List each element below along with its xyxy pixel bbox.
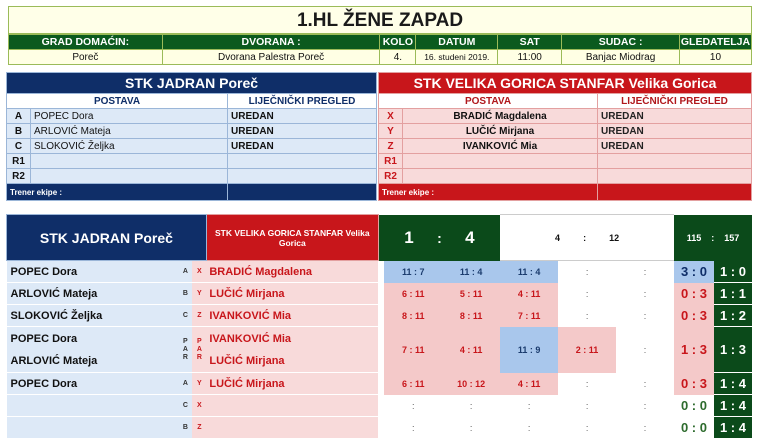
away-col-pregled: LIJEČNIČKI PREGLED <box>598 94 752 109</box>
running-score: 1 : 4 <box>714 395 752 417</box>
game-result: 1 : 3 <box>674 327 714 373</box>
set-score: 11 : 4 <box>500 261 558 283</box>
set-score: : <box>558 261 616 283</box>
pair-label-away: P A R <box>192 327 206 373</box>
away-player <box>403 154 598 169</box>
info-header-time: SAT <box>498 35 562 50</box>
home-player: SLOKOVIĆ Željka <box>31 139 228 154</box>
away-medical <box>598 154 752 169</box>
set-score: : <box>616 373 674 395</box>
sets-separator: : <box>583 232 587 243</box>
away-letter: X <box>379 109 403 124</box>
game-home-player: POPEC Dora <box>10 332 78 345</box>
home-medical <box>228 169 377 184</box>
away-medical: UREDAN <box>598 139 752 154</box>
set-score: 10 : 12 <box>442 373 500 395</box>
game-result: 0 : 0 <box>674 417 714 439</box>
game-home-letter: C <box>178 395 192 417</box>
home-player: ARLOVIĆ Mateja <box>31 124 228 139</box>
game-away-player: LUČIĆ Mirjana <box>206 373 378 395</box>
set-score: 4 : 11 <box>500 283 558 305</box>
away-letter: R1 <box>379 154 403 169</box>
game-away-player <box>206 417 378 439</box>
info-header-hall: DVORANA : <box>162 35 380 50</box>
set-score: : <box>558 283 616 305</box>
game-away-player: BRADIĆ Magdalena <box>206 261 378 283</box>
away-team-name: STK VELIKA GORICA STANFAR Velika Gorica <box>379 73 752 94</box>
set-score: : <box>500 417 558 439</box>
set-score: : <box>500 395 558 417</box>
away-player <box>403 169 598 184</box>
set-score: : <box>384 417 442 439</box>
set-score: 5 : 11 <box>442 283 500 305</box>
points-home: 115 <box>686 232 702 243</box>
game-home-player <box>7 395 179 417</box>
game-row <box>7 261 753 283</box>
running-score: 1 : 4 <box>714 373 752 395</box>
game-row <box>7 373 753 395</box>
away-coach-label: Trener ekipe : <box>379 184 598 201</box>
home-medical: UREDAN <box>228 139 377 154</box>
info-header-referee: SUDAC : <box>562 35 680 50</box>
set-score: : <box>442 395 500 417</box>
set-score: 8 : 11 <box>442 305 500 327</box>
home-letter: R1 <box>7 154 31 169</box>
home-coach-label: Trener ekipe : <box>7 184 228 201</box>
away-player: IVANKOVIĆ Mia <box>403 139 598 154</box>
home-lineup-table <box>6 72 377 201</box>
info-hall: Dvorana Palestra Poreč <box>162 50 380 65</box>
game-away-letter: Y <box>192 283 206 305</box>
info-header-round: KOLO <box>380 35 416 50</box>
game-home-player-2: ARLOVIĆ Mateja <box>10 354 98 367</box>
game-home-player: POPEC Dora <box>7 261 179 283</box>
game-result: 0 : 3 <box>674 373 714 395</box>
match-score-home: 1 <box>404 227 414 247</box>
info-city: Poreč <box>9 50 163 65</box>
game-result: 0 : 3 <box>674 305 714 327</box>
away-medical <box>598 169 752 184</box>
away-lineup-row <box>379 109 752 124</box>
away-lineup-row <box>379 139 752 154</box>
game-home-letter: A <box>178 373 192 395</box>
set-score: : <box>616 327 674 373</box>
game-row <box>7 417 753 439</box>
away-lineup-row <box>379 124 752 139</box>
game-away-letter: Z <box>192 417 206 439</box>
home-letter: A <box>7 109 31 124</box>
game-row <box>7 395 753 417</box>
game-home-player: ARLOVIĆ Mateja <box>7 283 179 305</box>
set-score: 4 : 11 <box>500 373 558 395</box>
set-score: 6 : 11 <box>384 373 442 395</box>
info-date: 16. studeni 2019. <box>416 50 498 65</box>
away-letter: Y <box>379 124 403 139</box>
info-spectators: 10 <box>679 50 751 65</box>
home-lineup-row <box>7 154 377 169</box>
set-score: 11 : 7 <box>384 261 442 283</box>
home-col-postava: POSTAVA <box>7 94 228 109</box>
set-score: 11 : 9 <box>500 327 558 373</box>
set-score: 11 : 4 <box>442 261 500 283</box>
running-score: 1 : 3 <box>714 327 752 373</box>
home-medical: UREDAN <box>228 124 377 139</box>
game-home-letter: C <box>178 305 192 327</box>
set-score: 4 : 11 <box>442 327 500 373</box>
game-result: 3 : 0 <box>674 261 714 283</box>
home-lineup-row <box>7 109 377 124</box>
pair-label-home: P A R <box>178 327 192 373</box>
page-title: 1.HL ŽENE ZAPAD <box>8 6 752 34</box>
match-away-name: STK VELIKA GORICA STANFAR Velika Gorica <box>206 215 378 261</box>
game-row <box>7 283 753 305</box>
points-separator: : <box>711 232 715 243</box>
set-score: : <box>616 261 674 283</box>
away-letter: R2 <box>379 169 403 184</box>
match-home-name: STK JADRAN Poreč <box>7 215 207 261</box>
running-score: 1 : 2 <box>714 305 752 327</box>
away-lineup-row <box>379 154 752 169</box>
game-row <box>7 305 753 327</box>
running-score: 1 : 4 <box>714 417 752 439</box>
game-away-letter: X <box>192 261 206 283</box>
away-col-postava: POSTAVA <box>379 94 598 109</box>
home-letter: B <box>7 124 31 139</box>
game-row-doubles <box>7 327 753 373</box>
away-coach-value <box>598 184 752 201</box>
game-away-letter: Z <box>192 305 206 327</box>
home-player: POPEC Dora <box>31 109 228 124</box>
home-medical <box>228 154 377 169</box>
set-score: : <box>558 373 616 395</box>
set-score: : <box>442 417 500 439</box>
match-score <box>378 215 500 261</box>
game-away-pair <box>206 327 378 373</box>
game-away-player <box>206 395 378 417</box>
info-referee: Banjac Miodrag <box>562 50 680 65</box>
game-away-letter: Y <box>192 373 206 395</box>
game-home-player: POPEC Dora <box>7 373 179 395</box>
away-lineup-row <box>379 169 752 184</box>
home-team-name: STK JADRAN Poreč <box>7 73 377 94</box>
away-letter: Z <box>379 139 403 154</box>
info-header-date: DATUM <box>416 35 498 50</box>
set-score: : <box>616 417 674 439</box>
away-player: LUČIĆ Mirjana <box>403 124 598 139</box>
home-letter: C <box>7 139 31 154</box>
game-home-letter: B <box>178 283 192 305</box>
game-away-player-2: LUČIĆ Mirjana <box>209 354 285 367</box>
set-score: : <box>616 283 674 305</box>
game-away-letter: X <box>192 395 206 417</box>
set-score: 6 : 11 <box>384 283 442 305</box>
home-player <box>31 154 228 169</box>
game-home-letter: A <box>178 261 192 283</box>
set-score: 7 : 11 <box>384 327 442 373</box>
set-score: 8 : 11 <box>384 305 442 327</box>
home-player <box>31 169 228 184</box>
match-score-away: 4 <box>465 227 475 247</box>
set-score: : <box>558 305 616 327</box>
home-lineup-row <box>7 139 377 154</box>
running-score: 1 : 1 <box>714 283 752 305</box>
home-lineup-row <box>7 124 377 139</box>
away-lineup-table <box>378 72 752 201</box>
set-score: : <box>558 395 616 417</box>
game-home-player: SLOKOVIĆ Željka <box>7 305 179 327</box>
set-score: 7 : 11 <box>500 305 558 327</box>
set-score: : <box>616 395 674 417</box>
game-away-player: LUČIĆ Mirjana <box>206 283 378 305</box>
home-col-pregled: LIJEČNIČKI PREGLED <box>228 94 377 109</box>
match-sets-total <box>500 215 674 261</box>
away-medical: UREDAN <box>598 124 752 139</box>
sets-away: 12 <box>609 232 620 243</box>
game-home-pair <box>7 327 179 373</box>
set-score: : <box>616 305 674 327</box>
away-player: BRADIĆ Magdalena <box>403 109 598 124</box>
running-score: 1 : 0 <box>714 261 752 283</box>
set-score: : <box>558 417 616 439</box>
info-header-city: GRAD DOMAĆIN: <box>9 35 163 50</box>
info-round: 4. <box>380 50 416 65</box>
home-lineup-row <box>7 169 377 184</box>
set-score: : <box>384 395 442 417</box>
match-table <box>6 214 752 439</box>
set-score: 2 : 11 <box>558 327 616 373</box>
game-home-player <box>7 417 179 439</box>
info-time: 11:00 <box>498 50 562 65</box>
game-result: 0 : 0 <box>674 395 714 417</box>
away-medical: UREDAN <box>598 109 752 124</box>
game-away-player: IVANKOVIĆ Mia <box>209 332 292 345</box>
home-coach-value <box>228 184 377 201</box>
home-medical: UREDAN <box>228 109 377 124</box>
game-home-letter: B <box>178 417 192 439</box>
match-info-table <box>8 34 752 65</box>
game-away-player: IVANKOVIĆ Mia <box>206 305 378 327</box>
points-away: 157 <box>724 232 740 243</box>
sets-home: 4 <box>555 232 561 243</box>
game-result: 0 : 3 <box>674 283 714 305</box>
home-letter: R2 <box>7 169 31 184</box>
match-points-total <box>674 215 752 261</box>
match-score-separator: : <box>437 229 442 246</box>
info-header-spectators: GLEDATELJA <box>680 36 751 48</box>
